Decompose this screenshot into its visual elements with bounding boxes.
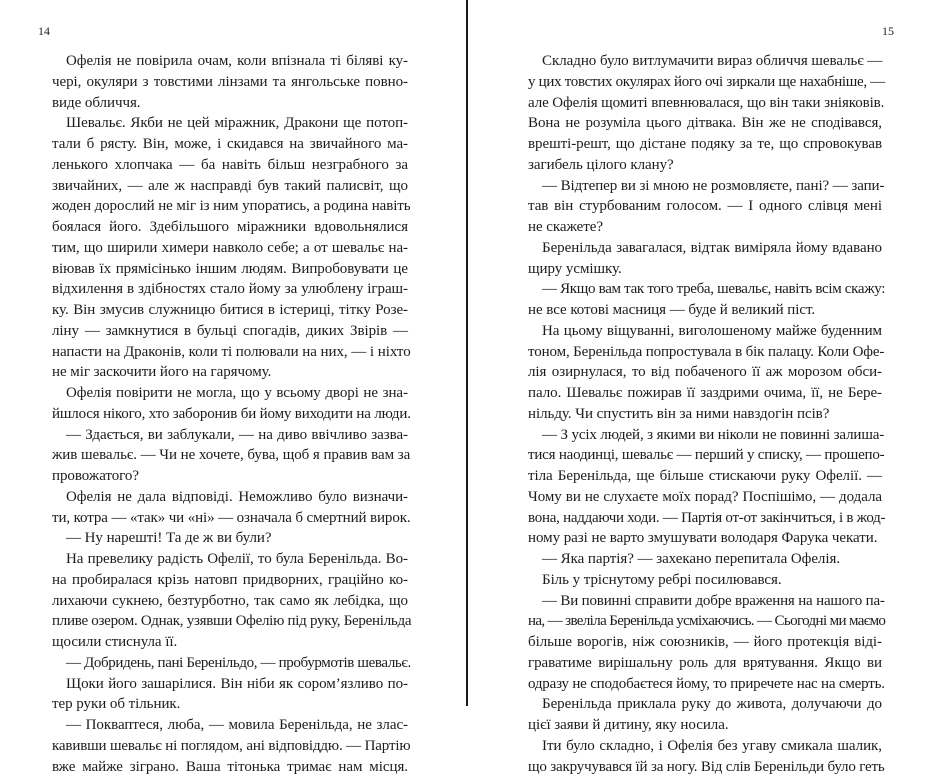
text-line: Офелія не повірила очам, коли впізнала ті біляві ку-	[52, 51, 408, 72]
text-line: На цьому віщуванні, виголошеному майже буденним	[528, 321, 882, 342]
text-line: нільду. Чи спустить він за ними навздогін псів?	[528, 404, 882, 425]
text-line: пало. Шевальє пожирав її заздрими очима, її, не Бере-	[528, 383, 882, 404]
left-page	[0, 0, 466, 706]
text-line: — З усіх людей, з якими ви ніколи не повинні залиша-	[528, 425, 882, 446]
text-line: йшлося нікого, хто заборонив би йому виходити на люди.	[52, 404, 408, 425]
text-line: тим, що ширили химери навколо себе; а от шевальє на-	[52, 238, 408, 259]
text-line: одразу не сподобаєтеся йому, то приречете нас на смерть.	[528, 674, 882, 695]
text-line: що закручувався їй за ногу. Від слів Беренільди було геть	[528, 757, 882, 777]
text-line: щосили стиснула її.	[52, 632, 408, 653]
text-line: — Яка партія? — захекано перепитала Офелія.	[528, 549, 882, 570]
text-line: жоден дорослий не міг із ним упоратись, а родина навіть	[52, 196, 408, 217]
text-line: напасти на Драконів, коли ті полювали на них, — і ніхто	[52, 342, 408, 363]
page-number: 14	[38, 24, 50, 38]
text-line: ліну — замкнутися в бульці спогадів, диких Звірів —	[52, 321, 408, 342]
text-line: тали б рясту. Він, може, і скидався на звичайного ма-	[52, 134, 408, 155]
text-line: тися наодинці, шевальє — перший у списку, — прошепо-	[528, 445, 882, 466]
text-line: — Ви повинні справити добре враження на нашого па-	[528, 591, 882, 612]
text-line: ку. Він змусив служницю битися в істериці, тітку Розе-	[52, 300, 408, 321]
text-line: лихаючи сукнею, безтурботно, так само як лебідка, що	[52, 591, 408, 612]
text-line: — Здається, ви заблукали, — на диво ввічливо зазва-	[52, 425, 408, 446]
text-line: тоном, Беренільда попростувала в бік палацу. Коли Офе-	[528, 342, 882, 363]
text-line: Чому ви не слухаєте моїх порад? Поспішімо, — додала	[528, 487, 882, 508]
text-line: не скажете?	[528, 217, 882, 238]
text-line: не міг заскочити його на гарячому.	[52, 362, 408, 383]
text-line: боялася його. Здебільшого міражники вдовольнялися	[52, 217, 408, 238]
text-line: у цих товстих окулярах його очі зиркали ще нахабніше, —	[528, 72, 882, 93]
text-line: провожатого?	[52, 466, 408, 487]
page-text	[52, 51, 408, 777]
text-line: на пробиралася крізь натовп придворних, граційно ко-	[52, 570, 408, 591]
text-line: Офелія повірити не могла, що у всьому дворі не зна-	[52, 383, 408, 404]
text-line: Шевальє. Якби не цей міражник, Дракони ще потоп-	[52, 113, 408, 134]
text-line: Щоки його зашарілися. Він ніби як сором’язливо по-	[52, 674, 408, 695]
text-line: На превелику радість Офелії, то була Беренільда. Во-	[52, 549, 408, 570]
text-line: Вона не розуміла цього дітвака. Він же не сподівався,	[528, 113, 882, 134]
text-line: тер руки об тільник.	[52, 694, 408, 715]
text-line: врешті-решт, що дістане подяку за те, що спровокував	[528, 134, 882, 155]
text-line: — Ну нарешті! Та де ж ви були?	[52, 528, 408, 549]
text-line: — Добридень, пані Беренільдо, — пробурмотів шевальє.	[52, 653, 408, 674]
text-line: Складно було витлумачити вираз обличчя шевальє —	[528, 51, 882, 72]
text-line: лія озирнулася, то від побаченого її аж морозом обси-	[528, 362, 882, 383]
text-line: жив шевальє. — Чи не хочете, бува, щоб я правив вам за	[52, 445, 408, 466]
text-line: ти, котра — «так» чи «ні» — означала б смертний вирок.	[52, 508, 408, 529]
text-line: — Покваптеся, люба, — мовила Беренільда, не злас-	[52, 715, 408, 736]
text-line: виде обличчя.	[52, 93, 408, 114]
text-line: — Відтепер ви зі мною не розмовляєте, пані? — запи-	[528, 176, 882, 197]
text-line: але Офелія щомиті впевнювалася, що він таки зніяковів.	[528, 93, 882, 114]
text-line: більше ворогів, ніж союзників, — його протекція віді-	[528, 632, 882, 653]
page-text	[528, 51, 882, 777]
text-line: на, — звеліла Беренільда усміхаючись. — Сьогодні ми маємо	[528, 611, 882, 632]
text-line: ному разі не варто змушувати володаря Фарука чекати.	[528, 528, 882, 549]
text-line: граватиме вирішальну роль для врятування. Якщо ви	[528, 653, 882, 674]
text-line: Іти було складно, і Офелія без угаву смикала шалик,	[528, 736, 882, 757]
text-line: загибель цілого клану?	[528, 155, 882, 176]
text-line: Беренільда завагалася, відтак виміряла йому вдавано	[528, 238, 882, 259]
text-line: звичайних, — але ж насправді був такий палисвіт, що	[52, 176, 408, 197]
text-line: Беренільда приклала руку до живота, долучаючи до	[528, 694, 882, 715]
text-line: Офелія не дала відповіді. Неможливо було визначи-	[52, 487, 408, 508]
text-line: відхилення в здібностях стало йому за улюблену іграш-	[52, 279, 408, 300]
text-line: кавивши шевальє ні поглядом, ані відповіддю. — Партію	[52, 736, 408, 757]
text-line: цієї заяви й дитину, яку носила.	[528, 715, 882, 736]
right-page	[468, 0, 932, 706]
text-line: чері, окуляри з товстими лінзами та янгольське повно-	[52, 72, 408, 93]
text-line: тіла Беренільда, ще більше стискаючи руку Офелії. —	[528, 466, 882, 487]
text-line: ленького хлопчака — ба навіть більш незграбного за	[52, 155, 408, 176]
text-line: вона, наддаючи ходи. — Партія от-от закінчиться, і в жод-	[528, 508, 882, 529]
text-line: — Якщо вам так того треба, шевальє, навіть всім скажу:	[528, 279, 882, 300]
text-line: пливе озером. Однак, узявши Офелію під руку, Беренільда	[52, 611, 408, 632]
page-number: 15	[882, 24, 894, 38]
text-line: віював їх прямісінько іншим людям. Випробовувати це	[52, 259, 408, 280]
text-line: тав він стурбованим голосом. — І одного слівця мені	[528, 196, 882, 217]
text-line: не все котові масниця — буде й великий піст.	[528, 300, 882, 321]
text-line: щиру усмішку.	[528, 259, 882, 280]
text-line: Біль у тріснутому ребрі посилювався.	[528, 570, 882, 591]
text-line: вже майже зіграно. Ваша тітонька тримає нам місця.	[52, 757, 408, 777]
